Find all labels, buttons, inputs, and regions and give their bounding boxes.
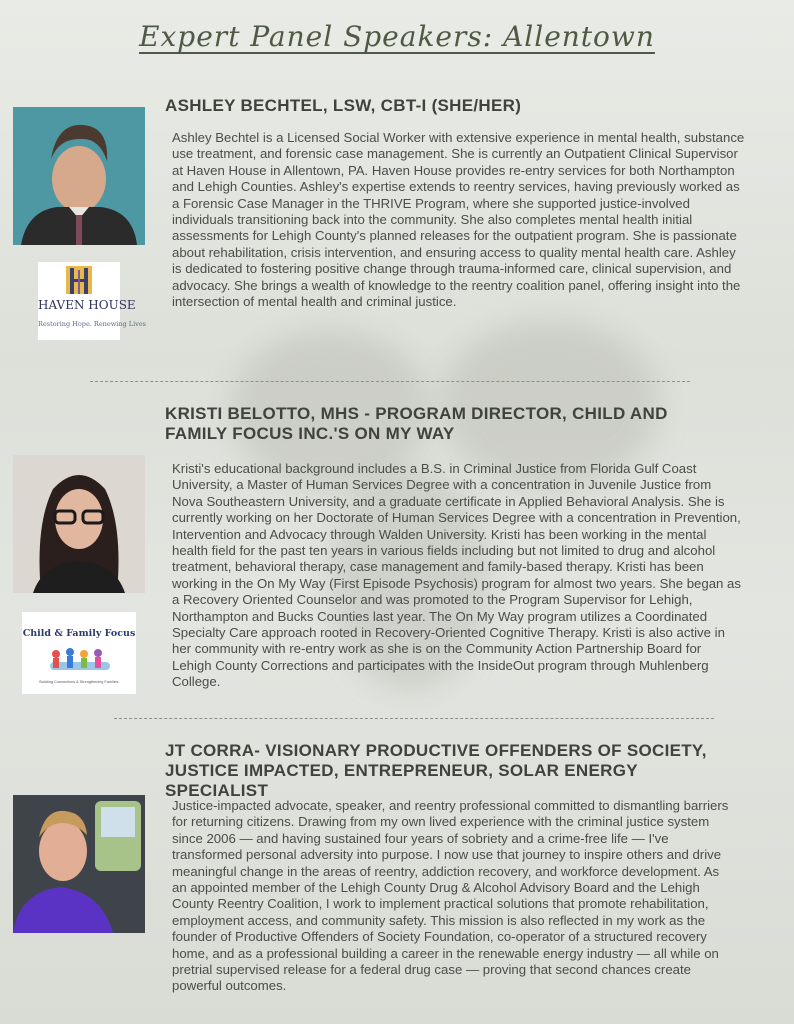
logo-tagline: Building Connections & Strengthening Families [39,680,119,684]
section-divider [90,381,690,382]
speaker-bio: Kristi's educational background includes a B.S. in Criminal Justice from Florida Gulf Coast University, a Master of Human Services Degree with a concentration in Juvenile Justice from Nova Southeastern University, and a graduate certificate in Applied Behavioral Analysis. She is currently working on her Doctorate of Human Services Degree with a concentration in Prevention, Intervention and Advocacy through Walden University. Kristi has been working in the mental health field for the past ten years in various fields including but not limited to drug and alcohol treatment, behavioral therapy, case management and family-based therapy. Kristi has been working in the On My Way (First Episode Psychosis) program for almost two years. She began as a Recovery Oriented Counselor and was promoted to the Program Supervisor for Lehigh, Northampton and Bucks Counties last year. The On My Way program utilizes a Coordinated Specialty Care approach rooted in Recovery-Oriented Cognitive Therapy. Kristi is also active in her community with re-entry work as she is on the Community Action Partnership Board for Lehigh County Corrections and participates with the InsideOut program through Muhlenberg College. [172,461,741,690]
logo-name: HAVEN HOUSE [38,298,136,312]
speaker-photo-kristi [13,455,145,593]
speaker-bio: Justice-impacted advocate, speaker, and reentry professional committed to dismantling barriers for returning citizens. Drawing from my own lived experience with the criminal justice system since 2006 — and having sustained four years of sobriety and a crime-free life — I've transformed personal adversity into purpose. I now use that journey to inspire others and drive meaningful change in the areas of reentry, addiction recovery, and workforce development. As an appointed member of the Lehigh County Drug & Alcohol Advisory Board and the Lehigh County Reentry Coalition, I work to implement practical solutions that promote rehabilitation, employment access, and community safety. This mission is also reflected in my work as the founder of Productive Offenders of Society Foundation, co-operator of a structured recovery home, and as a professional building a career in the renewable energy industry — all while on pretrial supervised release for a federal drug case — proving that second chances create powerful outcomes. [172,798,729,994]
page-title: Expert Panel Speakers: Allentown [139,20,655,53]
speaker-name: KRISTI BELOTTO, MHS - PROGRAM DIRECTOR, CHILD AND FAMILY FOCUS INC.'S ON MY WAY [165,404,668,443]
speaker-bio: Ashley Bechtel is a Licensed Social Worker with extensive experience in mental health, substance use treatment, and forensic case management. She is currently an Outpatient Clinical Supervisor at Haven House in Allentown, PA. Haven House provides re-entry services for both Northampton and Lehigh Counties. Ashley's expertise extends to reentry services, having previously worked as a Forensic Case Manager in the THRIVE Program, where she supported justice-involved individuals transitioning back into the community. She also completes mental health initial assessments for Lehigh County's planned releases for the outpatient program. She is passionate about rehabilitation, crisis intervention, and ensuring access to quality mental health care. Ashley is dedicated to fostering positive change through trauma-informed care, clinical supervision, and advocacy. She brings a wealth of knowledge to the reentry coalition panel, offering insight into the intersection of mental health and criminal justice. [172,130,745,310]
section-divider [114,718,714,719]
haven-house-logo [38,262,147,340]
logo-tagline: Restoring Hope. Renewing Lives [38,320,147,328]
speaker-photo-ashley [13,107,145,245]
child-family-focus-logo [22,612,136,694]
speaker-name: ASHLEY BECHTEL, LSW, CBT-I (SHE/HER) [165,96,522,115]
speaker-name: JT CORRA- VISIONARY PRODUCTIVE OFFENDERS OF SOCIETY, JUSTICE IMPACTED, ENTREPRENEUR, SOLAR ENERGY SPECIALIST [165,741,707,800]
logo-name: Child & Family Focus [22,628,136,639]
speaker-photo-jt [13,795,145,933]
